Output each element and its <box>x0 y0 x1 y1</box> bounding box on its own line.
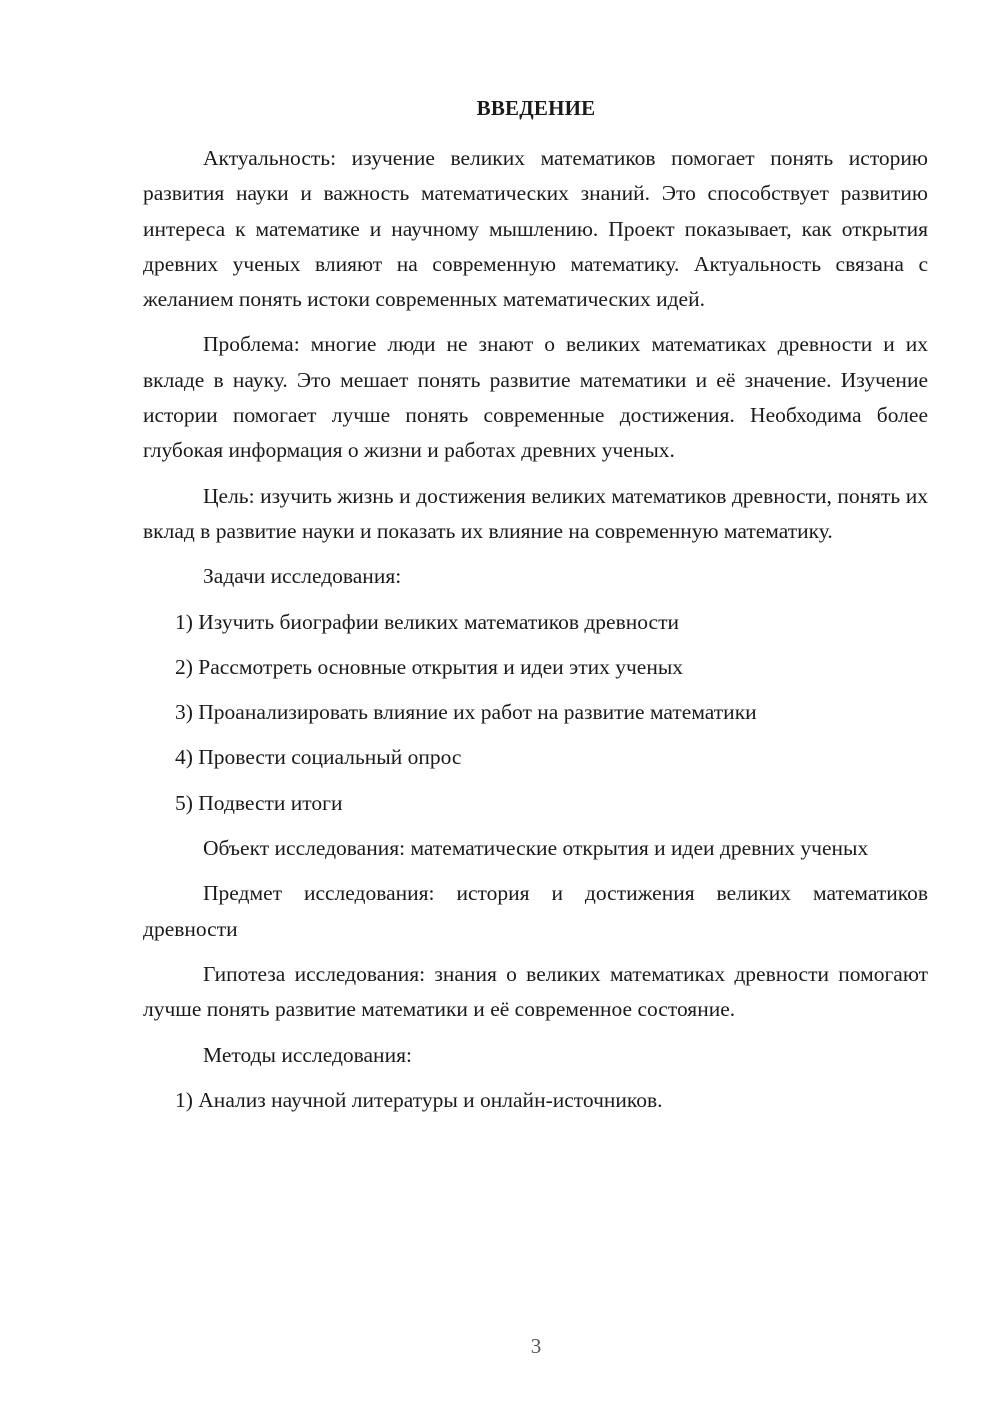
paragraph-goal: Цель: изучить жизнь и достижения великих математиков древности, понять их вклад в развитие науки и показать их влияние на современную математику. <box>143 483 928 543</box>
task-item-2: 2) Рассмотреть основные открытия и идеи этих ученых <box>175 654 684 679</box>
paragraph-subject: Предмет исследования: история и достижения великих математиков древности <box>143 881 928 941</box>
paragraph-actuality: Актуальность: изучение великих математиков помогает понять историю развития науки и важность математических знаний. Это способствует развитию интереса к математике и научному мышлению. Проект показывает, как открытия древних ученых влияют на современную математику. Актуальность связана с желанием понять истоки современных математических идей. <box>143 146 928 312</box>
page-number: 3 <box>530 1334 542 1358</box>
paragraph-problem: Проблема: многие люди не знают о великих математиках древности и их вкладе в науку. Это мешает понять развитие математики и её значение. Изучение истории помогает лучше понять современные достижения. Необходима более глубокая информация о жизни и работах древних ученых. <box>143 332 928 463</box>
page-title: ВВЕДЕНИЕ <box>476 96 596 120</box>
task-item-4: 4) Провести социальный опрос <box>175 745 462 770</box>
document-body <box>143 141 928 1118</box>
task-item-1: 1) Изучить биографии великих математиков древности <box>175 609 679 634</box>
method-item-1: 1) Анализ научной литературы и онлайн-источников. <box>175 1087 663 1112</box>
task-item-5: 5) Подвести итоги <box>175 790 343 815</box>
paragraph-object: Объект исследования: математические открытия и идеи древних ученых <box>203 836 869 861</box>
methods-heading: Методы исследования: <box>203 1042 412 1067</box>
tasks-heading: Задачи исследования: <box>203 564 402 589</box>
paragraph-hypothesis: Гипотеза исследования: знания о великих математиках древности помогают лучше понять развитие математики и её современное состояние. <box>143 961 928 1022</box>
task-item-3: 3) Проанализировать влияние их работ на развитие математики <box>175 700 757 725</box>
